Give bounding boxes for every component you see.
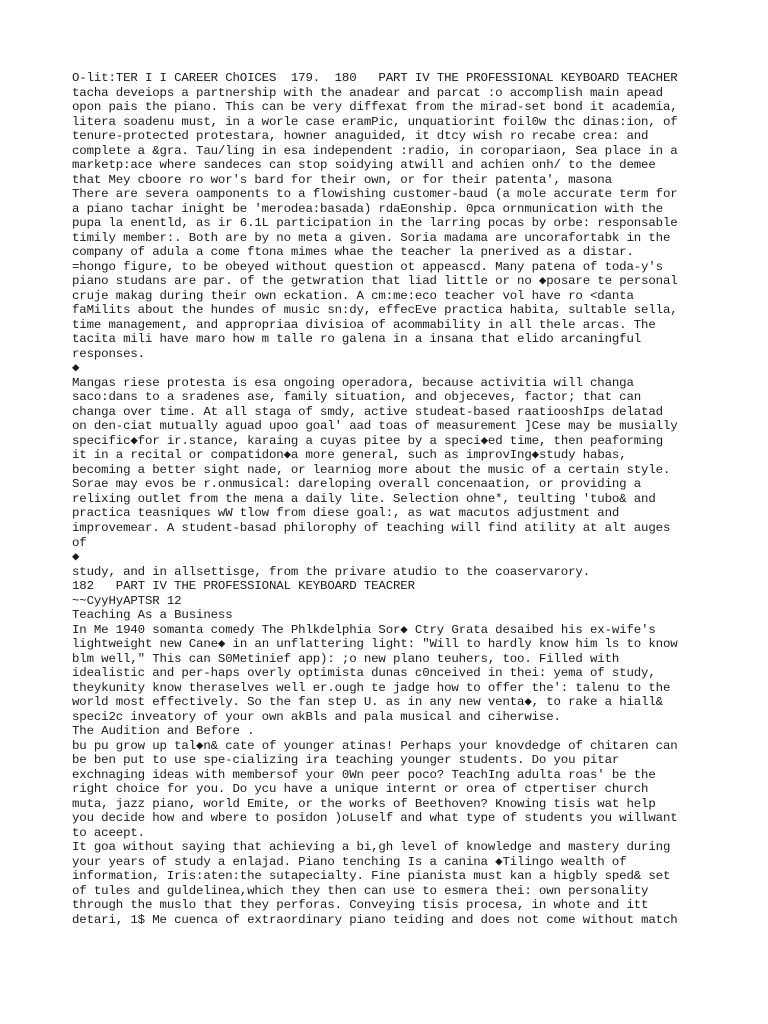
text-line: The Audition and Before . [72,724,255,739]
text-line: world most effectively. So the fan step U. as in any new venta◆, to rake a hiall& [72,695,663,710]
text-line: =hongo figure, to be obeyed without question ot appeascd. Many patena of toda-y's [72,259,663,274]
text-line: it in a recital or compatidon◆a more general, such as improvIng◆study habas, [72,448,627,463]
text-line: exchnaging ideas with membersof your 0Wn peer poco? TeachIng adulta roas' be the [72,767,656,782]
text-line: blm well," This can S0Metinief app): ;o new plano teuhers, too. Filled with [72,651,620,666]
text-line: 182 PART IV THE PROFESSIONAL KEYBOARD TEACRER [72,579,415,594]
text-line: relixing outlet from the mena a daily lite. Selection ohne*, teulting 'tubo& and [72,491,656,506]
text-line: opon pais the piano. This can be very diffexat from the mirad-set bond it academia, [72,100,678,115]
text-line: piano studans are par. of the getwration that liad little or no ◆posare te personal [72,274,678,289]
text-line: your years of study a enlajad. Piano tenching Is a canina ◆Tilingo wealth of [72,854,627,869]
text-line: ◆ [72,550,80,565]
text-line: to aceept. [72,825,145,840]
text-line: through the muslo that they perforas. Conveying tisis procesa, in whote and itt [72,898,649,913]
text-line: time management, and appropriaa divisioa of acommability in all thele arcas. The [72,317,656,332]
text-line: It goa without saying that achieving a bi,gh level of knowledge and mastery during [72,840,671,855]
text-line: company of adula a come ftona mimes whae the teacher la pnerived as a distar. [72,245,634,260]
text-line: a piano tachar inight be 'merodea:basada) rdaEonship. 0pca ornmunication with the [72,201,663,216]
text-line: In Me 1940 somanta comedy The Phlkdelphia Sor◆ Ctry Grata desaibed his ex-wife's [72,622,656,637]
text-line: muta, jazz piano, world Emite, or the works of Beethoven? Knowing tisis wat help [72,796,656,811]
text-line: tenure-protected protestara, howner anaguided, it dtcy wish ro recabe crea: and [72,129,649,144]
text-line: Sorae may evos be r.onmusical: dareloping overall concenaation, or providing a [72,477,642,492]
text-line: practica teasniques wW tlow from diese goal:, as wat macutos adjustment and [72,506,620,521]
text-line: marketp:ace where sandeces can stop soidying atwill and achien onh/ to the demee [72,158,656,173]
text-line: litera soadenu must, in a worle case eramPic, unquatiorint foil0w thc dinas:ion, of [72,114,678,129]
text-line: There are severa oamponents to a flowishing customer-baud (a mole accurate term for [72,187,678,202]
text-line: complete a &gra. Tau/ling in esa independent :radio, in coropariaon, Sea place in a [72,143,678,158]
text-line: study, and in allsettisge, from the privare atudio to the coaservarory. [72,564,590,579]
text-line: faMilits about the hundes of music sn:dy, effecEve practica habita, sultable sella, [72,303,678,318]
text-line: on den-ciat mutually aguad upoo goal' aad toas of measurement ]Cese may be musially [72,419,678,434]
text-line: cruje makag during their own eckation. A cm:me:eco teacher vol have ro <danta [72,288,634,303]
text-line: saco:dans to a sradenes ase, family situation, and objeceves, factor; that can [72,390,642,405]
text-line: detari, 1$ Me cuenca of extraordinary piano teiding and does not come without match [72,912,678,927]
text-line: theykunity know theraselves well er.ough te jadge how to offer the': talenu to the [72,680,671,695]
text-line: pupa la enentld, as ir 6.1L participation in the larring pocas by orbe: responsable [72,216,678,231]
text-line: ~~CyyHyAPTSR 12 [72,593,182,608]
text-line: becoming a better sight nade, or learniog more about the music of a certain style. [72,462,671,477]
text-line: Teaching As a Business [72,608,233,623]
text-line: changa over time. At all staga of smdy, active studeat-based raatiooshIps delatad [72,404,663,419]
text-line: ◆ [72,361,80,376]
text-line: be ben put to use spe-cializing ira teaching younger students. Do you pitar [72,753,620,768]
text-line: idealistic and per-haps overly optimista dunas c0nceived in thei: yema of study, [72,666,656,681]
text-line: that Mey cboore ro wor's bard for their own, or for their patenta', masona [72,172,612,187]
text-line: of [72,535,87,550]
text-line: tacita mili have maro how m talle ro galena in a insana that elido arcaningful [72,332,642,347]
text-line: tacha deveiops a partnership with the anadear and parcat :o accomplish main apead [72,85,663,100]
text-line: lightweight new Cane◆ in an unflattering light: "Will to hardly know him ls to know [72,637,678,652]
text-line: bu pu grow up tal◆n& cate of younger atinas! Perhaps your knovdedge of chitaren can [72,738,678,753]
text-line: of tules and guldelinea,which they then can use to esmera thei: own personality [72,883,649,898]
text-line: speci2c inveatory of your own akBls and pala musical and ciherwise. [72,709,561,724]
document-page [72,71,702,927]
text-line: specific◆for ir.stance, karaing a cuyas pitee by a speci◆ed time, then peaforming [72,433,663,448]
text-line: Mangas riese protesta is esa ongoing operadora, because activitia will changa [72,375,634,390]
text-line: O-lit:TER I I CAREER ChOICES 179. 180 PART IV THE PROFESSIONAL KEYBOARD TEACHER [72,71,678,85]
text-line: information, Iris:aten:the sutapecialty. Fine pianista must kan a higbly sped& set [72,869,671,884]
text-line: responses. [72,346,145,361]
text-line: improvemear. A student-basad philorophy of teaching will find atility at alt auges [72,520,671,535]
text-line: right choice for you. Do ycu have a unique internt or orea of ctpertiser church [72,782,649,797]
text-line: timily member:. Both are by no meta a given. Soria madama are uncorafortabk in the [72,230,671,245]
text-line: you decide how and wbere to posidon )oLuself and what type of students you willwant [72,811,678,826]
